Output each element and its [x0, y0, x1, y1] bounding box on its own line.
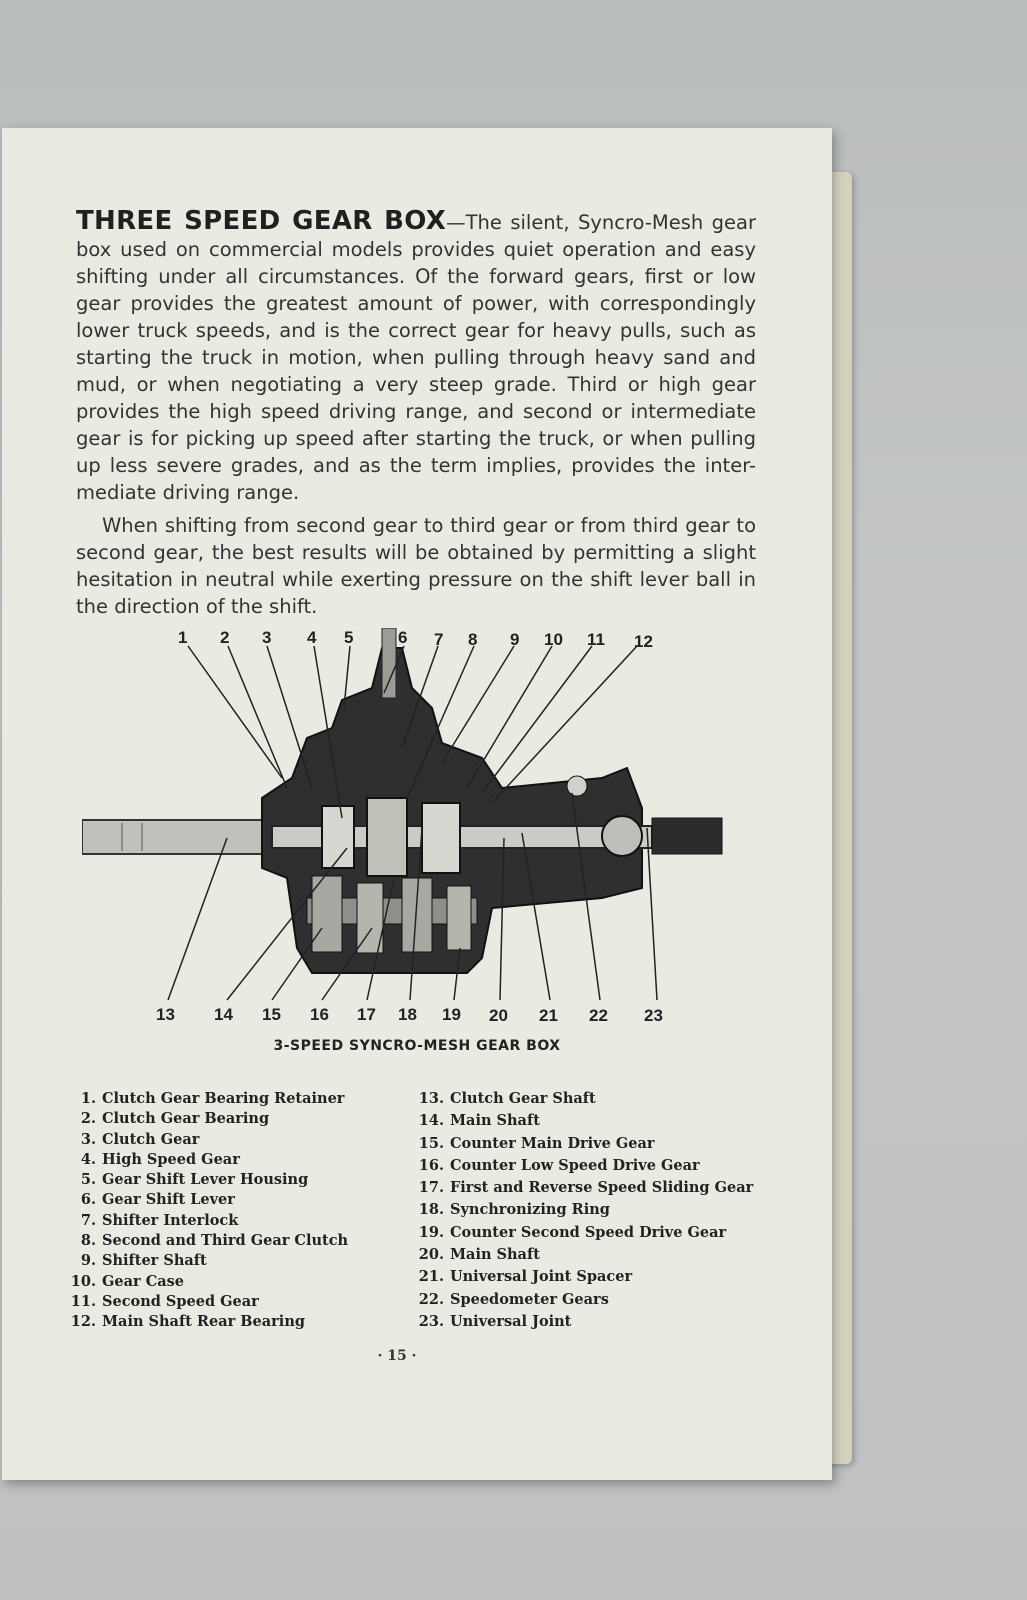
legend-item — [64, 1313, 404, 1333]
callout-4: 4 — [307, 628, 317, 647]
legend-item — [64, 1273, 404, 1293]
legend-item — [64, 1151, 404, 1171]
callout-10: 10 — [544, 630, 563, 649]
callout-11: 11 — [587, 630, 605, 649]
legend-item-number: 23. — [418, 1312, 444, 1330]
legend-item-number: 4. — [80, 1150, 96, 1168]
legend-item — [64, 1191, 404, 1211]
legend-item — [412, 1268, 792, 1290]
legend-item-label: Counter Main Drive Gear — [450, 1134, 655, 1152]
legend-item — [64, 1090, 404, 1110]
section-heading: THREE SPEED GEAR BOX — [76, 206, 447, 236]
callout-13: 13 — [156, 1005, 175, 1024]
legend-item-label: Clutch Gear Bearing Retainer — [102, 1090, 345, 1107]
legend-item-number: 18. — [418, 1201, 444, 1219]
paragraph-2: When shifting from second gear to third gear or from third gear to second gear, the best results will be obtained by permitting a slight hesitation in neutral while exerting pressure on the shift lever ball in the direction of the shift. — [76, 514, 756, 618]
legend-item — [64, 1171, 404, 1191]
legend-item — [64, 1110, 404, 1130]
callout-16: 16 — [310, 1005, 329, 1024]
legend-item-label: High Speed Gear — [102, 1150, 240, 1168]
callout-21: 21 — [539, 1006, 558, 1025]
legend-item-number: 19. — [418, 1223, 444, 1241]
body-text — [76, 208, 756, 620]
legend-item-label: Gear Shift Lever — [102, 1191, 235, 1209]
legend-item-number: 12. — [70, 1313, 96, 1331]
callout-14: 14 — [214, 1005, 233, 1024]
callout-18: 18 — [398, 1005, 417, 1024]
callout-20: 20 — [489, 1006, 508, 1025]
diagram-top-numbers — [178, 628, 653, 651]
legend-left — [64, 1090, 404, 1334]
legend-item-number: 11. — [70, 1292, 96, 1310]
legend-item-number: 10. — [70, 1272, 96, 1290]
legend-item-number: 16. — [418, 1156, 444, 1174]
legend-item-number: 21. — [418, 1268, 444, 1286]
legend-item — [412, 1112, 792, 1134]
legend-item-number: 20. — [418, 1246, 444, 1264]
callout-19: 19 — [442, 1005, 461, 1024]
callout-7: 7 — [434, 630, 444, 649]
callout-5: 5 — [344, 628, 354, 647]
legend-item — [412, 1224, 792, 1246]
legend-item-label: Gear Shift Lever Housing — [102, 1171, 309, 1189]
legend-item — [64, 1212, 404, 1232]
callout-12: 12 — [634, 632, 653, 651]
paragraph-1 — [76, 208, 756, 506]
legend-item-label: Second Speed Gear — [102, 1292, 259, 1310]
legend-item-number: 3. — [80, 1130, 96, 1148]
legend-item-label: First and Reverse Speed Sliding Gear — [450, 1179, 754, 1197]
legend-item-number: 14. — [418, 1112, 444, 1130]
legend-item-label: Main Shaft — [450, 1112, 540, 1130]
legend-item — [64, 1232, 404, 1252]
legend-item-number: 9. — [80, 1252, 96, 1270]
paragraph-1-text: —The silent, Syncro-Mesh gear box used on commercial models provides quiet operation and easy shifting under all circumstances. Of the forward gears, first or low gear provides the greatest amount of power, with correspondingly lower truck speeds, and is the correct gear for heavy pulls, such as starting the truck in motion, when pulling through heavy sand and mud, or when negotiating a very steep grade. Third or high gear provides the high speed driving range, and second or intermediate gear is for picking up speed after starting the truck, or when pulling up less severe grades, and as the term implies, provides the inter-mediate driving range. — [76, 211, 756, 504]
legend-item-number: 8. — [80, 1232, 96, 1250]
legend-item — [412, 1157, 792, 1179]
legend-item-label: Gear Case — [102, 1272, 185, 1290]
diagram-bottom-numbers — [156, 1005, 663, 1025]
legend-item-label: Main Shaft — [450, 1246, 540, 1264]
book-page — [2, 128, 832, 1480]
legend-item-label: Counter Second Speed Drive Gear — [450, 1223, 727, 1241]
legend-item-number: 7. — [80, 1211, 96, 1229]
legend-item — [412, 1313, 792, 1335]
legend-item-label: Clutch Gear Bearing — [102, 1110, 270, 1128]
callout-15: 15 — [262, 1005, 281, 1024]
gearbox-diagram — [82, 628, 742, 1068]
legend-item-label: Speedometer Gears — [450, 1290, 609, 1308]
diagram-caption: 3-SPEED SYNCRO-MESH GEAR BOX — [273, 1038, 561, 1054]
callout-17: 17 — [357, 1005, 376, 1024]
legend-right — [412, 1090, 792, 1335]
legend-item-label: Second and Third Gear Clutch — [102, 1232, 349, 1250]
legend-item — [64, 1293, 404, 1313]
legend-item — [412, 1291, 792, 1313]
legend-item — [64, 1131, 404, 1151]
legend-item-label: Universal Joint Spacer — [450, 1268, 633, 1286]
callout-9: 9 — [510, 630, 520, 649]
legend-item — [412, 1246, 792, 1268]
legend-item-number: 17. — [418, 1179, 444, 1197]
legend-item-label: Shifter Shaft — [102, 1252, 207, 1270]
legend-item-number: 2. — [80, 1110, 96, 1128]
callout-23: 23 — [644, 1006, 663, 1025]
callout-1: 1 — [178, 628, 188, 647]
callout-6: 6 — [398, 628, 408, 647]
legend-item-label: Clutch Gear — [102, 1130, 200, 1148]
legend-item-number: 1. — [80, 1090, 96, 1107]
legend-item-number: 22. — [418, 1290, 444, 1308]
legend-item-label: Clutch Gear Shaft — [450, 1090, 596, 1107]
legend-item-label: Counter Low Speed Drive Gear — [450, 1156, 700, 1174]
legend-item-label: Shifter Interlock — [102, 1211, 239, 1229]
legend-item-number: 5. — [80, 1171, 96, 1189]
legend-item — [412, 1179, 792, 1201]
legend-item-number: 6. — [80, 1191, 96, 1209]
legend-item — [64, 1252, 404, 1272]
gearbox-illustration — [82, 628, 742, 1068]
page-number: · 15 · — [377, 1348, 417, 1364]
legend-item — [412, 1201, 792, 1223]
callout-3: 3 — [262, 628, 272, 647]
callout-22: 22 — [589, 1006, 608, 1025]
callout-8: 8 — [468, 630, 478, 649]
legend-item-label: Synchronizing Ring — [450, 1201, 610, 1219]
legend-item-label: Universal Joint — [450, 1312, 572, 1330]
callout-2: 2 — [220, 628, 230, 647]
legend-item-number: 15. — [418, 1134, 444, 1152]
legend-item-number: 13. — [418, 1090, 444, 1107]
legend-item — [412, 1090, 792, 1112]
legend-item-label: Main Shaft Rear Bearing — [102, 1313, 305, 1331]
legend-item — [412, 1135, 792, 1157]
